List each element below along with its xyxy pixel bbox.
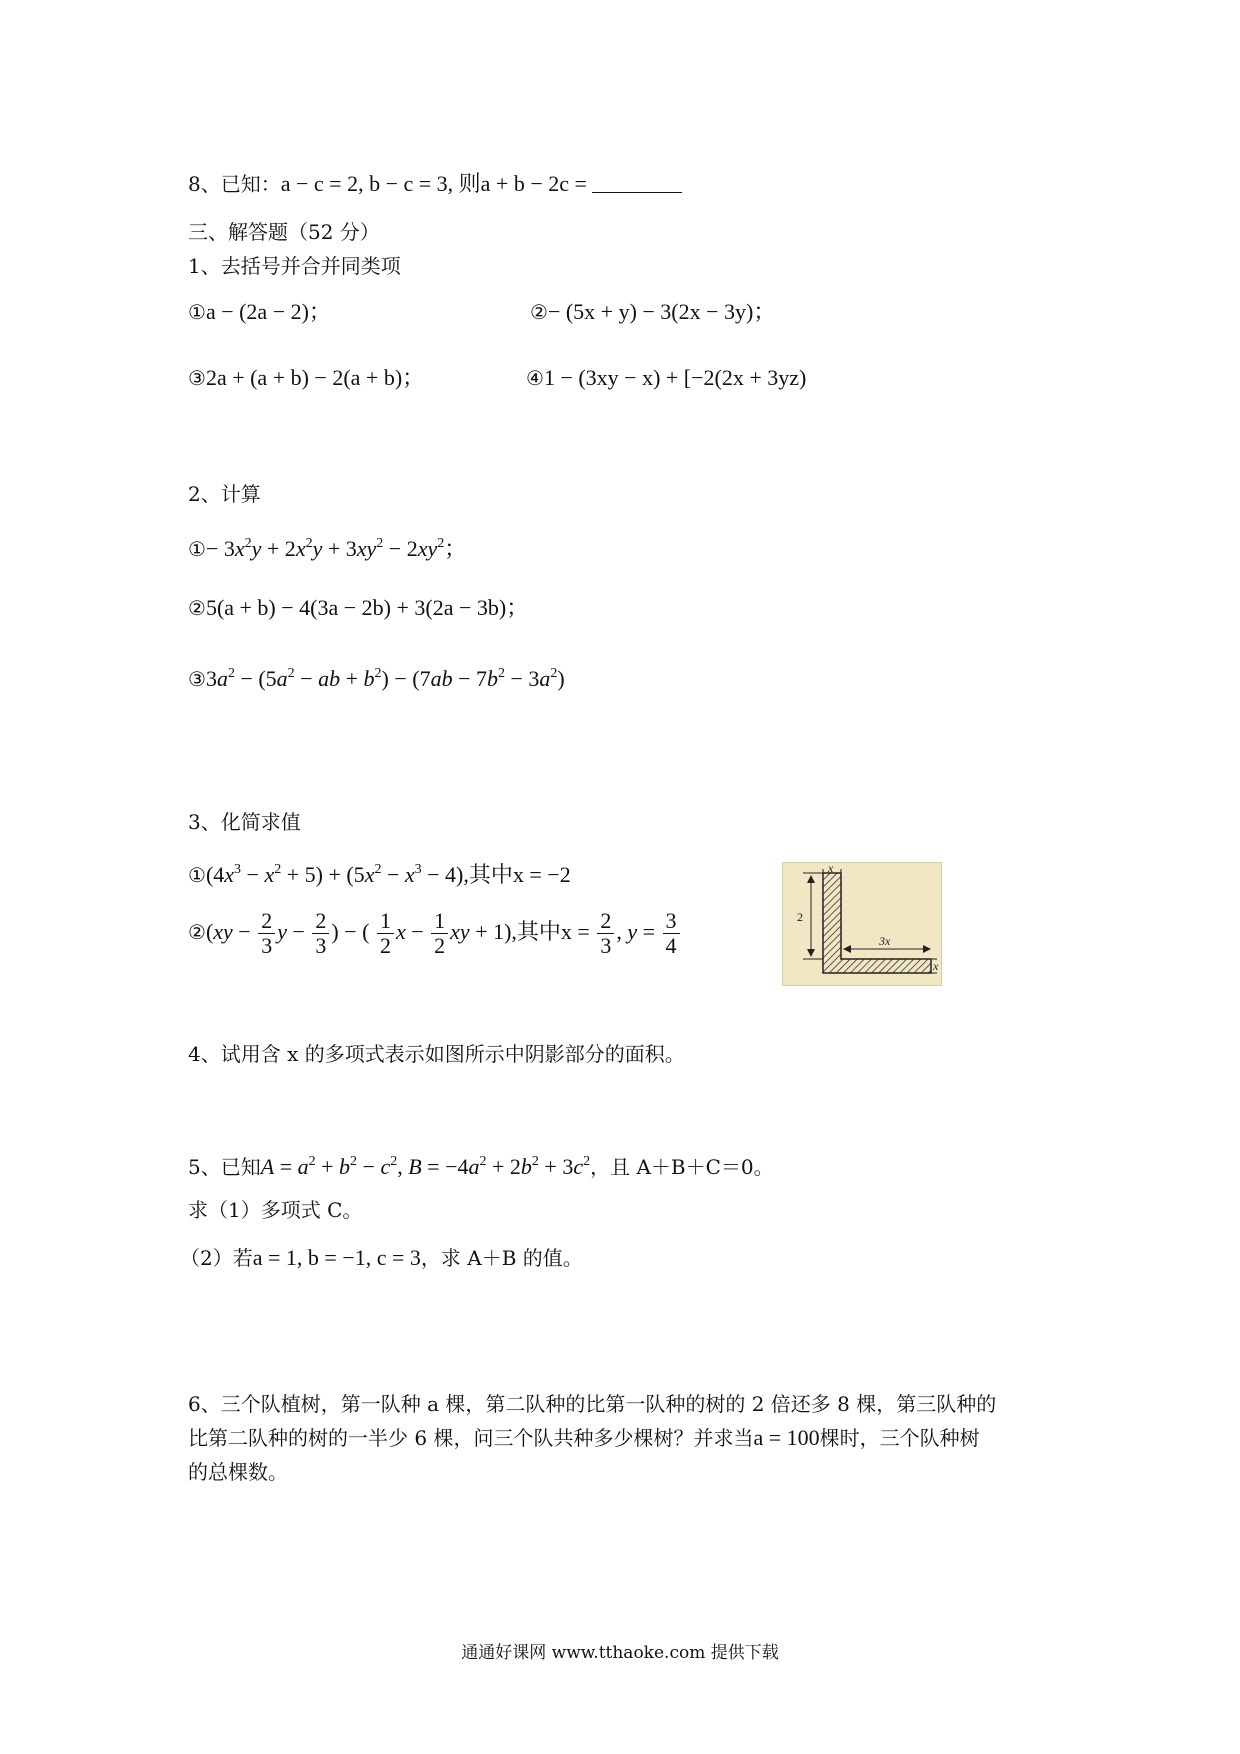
item-expression: 2a + (a + b) − 2(a + b)； (205, 365, 425, 390)
label-x-right: x (933, 959, 939, 973)
item-mark: ② (530, 300, 548, 324)
item-mark: ① (188, 863, 206, 887)
problem-4: 4、试用含 x 的多项式表示如图所示中阴影部分的面积。 (188, 1042, 685, 1066)
label-2: 2 (797, 910, 803, 924)
label-3x: 3x (879, 934, 891, 948)
p1-item-1 (188, 298, 331, 326)
item-mark: ④ (526, 366, 544, 390)
item-mark: ① (188, 537, 206, 561)
item-expression: 1 − (3xy − x) + [−2(2x + 3yz) (543, 365, 807, 390)
figure-drawing (783, 863, 941, 985)
problem-5: 5、已知$A = a^2 + b^2 - c^2$, $B = -4a^2 + 2b^2 + 3c^2$，且 A＋B＋C＝0。 (188, 1154, 774, 1179)
p1-item-4 (526, 364, 806, 392)
fraction: $\frac{2}{3}$ (258, 909, 275, 958)
item-expression: (xy − $\frac{2}{3}$ y − $\frac{2}{3}$ ) − ( $\frac{1}{2}$ x − $\frac{1}{2}$ xy + 1), (205, 908, 517, 959)
page-footer: 通通好课网 www.tthaoke.com 提供下载 (461, 1643, 779, 1663)
p2-item-2 (188, 594, 528, 622)
item-expression: a − (2a − 2)； (205, 299, 331, 324)
item-expression: $3a^2 - (5a^2$ − ab + $b^2) - (7ab - 7b^2 - 3a^2)$ (205, 666, 565, 691)
item-mark: ① (188, 300, 206, 324)
p2-item-3 (188, 660, 565, 693)
fraction: $\frac{2}{3}$ (312, 909, 329, 958)
problem-5-sub1: 求（1）多项式 C。 (188, 1198, 363, 1222)
item-expression: 5(a + b) − 4(3a − 2b) + 3(2a − 3b)； (205, 595, 529, 620)
p3-item-2: ②(xy − $\frac{2}{3}$ y − $\frac{2}{3}$ ) − ( $\frac{1}{2}$ x − $\frac{1}{2}$ xy + 1),其中x = $\frac{2}{3}$ , y = $\frac{3}{4}$ (188, 902, 682, 962)
answer-blank (592, 172, 682, 193)
condition: 其中x = −2 (468, 862, 571, 887)
problem-5-sub2: （2）若a = 1, b = −1, c = 3，求 A＋B 的值。 (180, 1245, 583, 1270)
p3-item-1 (188, 856, 571, 889)
q8-label: 8、已知： (188, 172, 281, 196)
problem-6-line-3: 的总棵数。 (188, 1460, 288, 1484)
q8-expression: a − c = 2, b − c = 3, 则a + b − 2c = (280, 171, 593, 196)
p1-item-2 (530, 298, 775, 326)
item-expression: $(4x^3 - x^2 + 5) + (5x^2 - x^3 - 4)$, (205, 862, 469, 887)
label-x-top: x (828, 863, 834, 875)
fraction: $\frac{1}{2}$ (377, 909, 394, 958)
item-expression: − $3x^2y + 2x^2y + 3xy^2 - 2xy^2$； (205, 536, 467, 561)
problem-3-title: 3、化简求值 (188, 810, 301, 834)
item-expression: − (5x + y) − 3(2x − 3y)； (547, 299, 776, 324)
section-title: 三、解答题（52 分） (188, 220, 380, 244)
item-mark: ③ (188, 366, 206, 390)
p2-item-1 (188, 530, 466, 563)
problem-6-line-1: 6、三个队植树，第一队种 a 棵，第二队种的比第一队种的树的 2 倍还多 8 棵，第三队种的 (188, 1392, 997, 1416)
fraction: $\frac{2}{3}$ (597, 909, 614, 958)
question-8 (188, 170, 682, 198)
problem-6-line-2: 比第二队种的树的一半少 6 棵，问三个队共种多少棵树？并求当a = 100棵时，三个队种树 (188, 1425, 980, 1450)
item-mark: ② (188, 920, 206, 944)
given-expression: $A = a^2 + b^2 - c^2$, $B = -4a^2 + 2b^2 + 3c^2$ (260, 1154, 591, 1179)
shaded-l-figure (782, 862, 942, 986)
item-mark: ② (188, 596, 206, 620)
item-mark: ③ (188, 667, 206, 691)
p1-item-3 (188, 364, 424, 392)
problem-2-title: 2、计算 (188, 482, 261, 506)
problem-1-title: 1、去括号并合并同类项 (188, 254, 401, 278)
fraction: $\frac{1}{2}$ (431, 909, 448, 958)
fraction: $\frac{3}{4}$ (663, 909, 680, 958)
shaded-region (823, 873, 931, 973)
condition: 其中x = (516, 919, 590, 944)
